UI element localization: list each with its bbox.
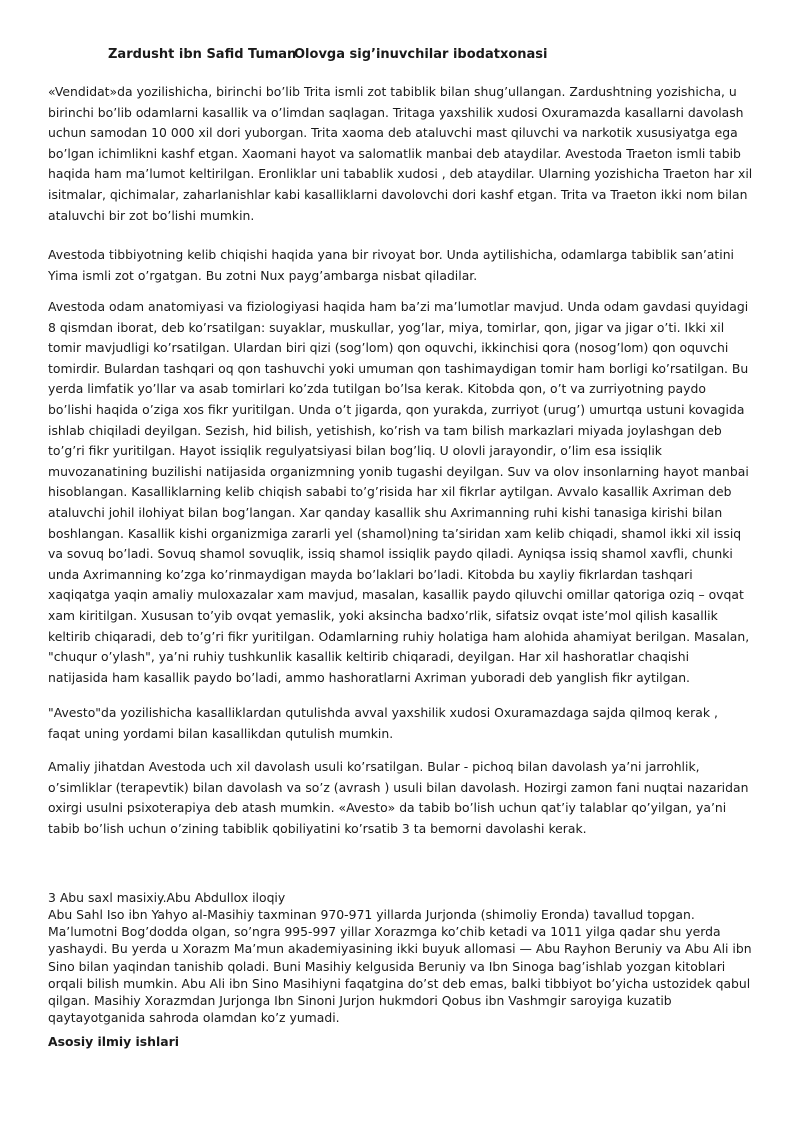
header-author: Zardusht ibn Safid Tuman: [108, 47, 297, 62]
paragraph-vendidat: «Vendidat»da yozilishicha, birinchi bo’lib Trita ismli zot tabiblik bilan shug’ullangan. Zardushtning yozishicha, u birinchi bo’lib odamlarni kasallik va o’limdan saqlagan. Tritaga yaxshilik xudosi Oxuramazda kasallarni davolash uchun samodan 10 000 xil dori yuborgan. Trita xaoma deb ataluvchi mast qiluvchi va narkotik xususiyatga ega bo’lgan ichimlikni kashf etgan. Xaomani hayot va salomatlik manbai deb ataydilar. Avestoda Traeton ismli tabib haqida ham ma’lumot keltirilgan. Eronliklar uni tabablik xudosi , deb ataydilar. Ularning yozishicha Traeton har xil isitmalar, qichimalar, zaharlanishlar kabi kasalliklarni davolovchi dori kashf etgan. Trita va Traeton ikki nom bilan ataluvchi bir zot bo’lishi mumkin.: [48, 84, 753, 223]
paragraph-treatment-methods: Amaliy jihatdan Avestoda uch xil davolash usuli ko’rsatilgan. Bular - pichoq bilan davolash ya’ni jarrohlik, o’simliklar (terapevtik) bilan davolash va so’z (avrash ) usuli bilan davolash. Hozirgi zamon fani nuqtai nazaridan oxirgi usulni psixoterapiya deb atash mumkin. «Avesto» da tabib bo’lish uchun qat’iy talablar qo’yilgan, ya’ni tabib bo’lish uchun o’zining tabiblik qobiliyatini ko’rsatib 3 ta bemorni davolashi kerak.: [48, 759, 749, 836]
paragraph-anatomy: Avestoda odam anatomiyasi va fiziologiyasi haqida ham ba’zi ma’lumotlar mavjud. Unda odam gavdasi quyidagi 8 qismdan iborat, deb ko’rsatilgan: suyaklar, muskullar, yog’lar, miya, tomirlar, qon, jigar va jigar o’ti. Ikki xil tomir mavjudligi ko’rsatilgan. Ulardan biri qizi (sog’lom) qon oquvchi, ikkinchisi qora (nosog’lom) qon oquvchi tomirdir. Bulardan tashqari oq qon tashuvchi yoki umuman qon tashimaydigan tomir ham borligi ko’rsatilgan. Bu yerda limfatik yo’llar va asab tomirlari ko’zda tutilgan bo’lsa kerak. Kitobda qon, o’t va zurriyotning paydo bo’lishi haqida o’ziga xos fikr yuritilgan. Unda o’t jigarda, qon yurakda, zurriyot (urug’) umurtqa ustuni kovagida ishlab chiqiladi deyilgan. Sezish, hid bilish, yetishish, ko’rish va tam bilish markazlari miyada joylashgan deb to’g’ri fikr yuritilgan. Hayot issiqlik regulyatsiyasi bilan bog’liq. U olovli jarayondir, o’lim esa issiqlik muvozanatining buzilishi natijasida organizmning yonib tugashi deyilgan. Suv va olov insonlarning hayot manbai hisoblangan. Kasalliklarning kelib chiqish sababi to’g’risida har xil fikrlar aytilgan. Avvalo kasallik Axriman deb ataluvchi johil ilohiyat bilan bog’langan. Xar qanday kasallik shu Axrimanning ruhi kishi tanasiga kirishi bilan boshlangan. Kasallik kishi organizmiga zararli yel (shamol)ning ta’siridan xam kelib chiqadi, shamol ikki xil issiq va sovuq bo’ladi. Sovuq shamol sovuqlik, issiq shamol issiqlik paydo qiladi. Ayniqsa issiq shamol xavfli, chunki unda Axrimanning ko’zga ko’rinmaydigan mayda bo’laklari bo’ladi. Kitobda bu xayliy fikrlardan tashqari xaqiqatga yaqin amaliy muloxazalar xam mavjud, masalan, kasallik paydo qiluvchi omillar qatoriga oziq – ovqat xam kiritilgan. Xususan to’yib ovqat yemaslik, yoki aksincha badxo’rlik, sifatsiz ovqat iste’mol qilish kasallik keltirib chiqaradi, deb to’g’ri fikr yuritilgan. Odamlarning ruhiy holatiga ham alohida ahamiyat berilgan. Masalan, "chuqur o’ylash", ya’ni ruhiy tushkunlik kasallik keltirib chiqaradi, deyilgan. Har xil hashoratlar chaqishi natijasida ham kasallik paydo bo’ladi, ammo hashoratlarni Axriman yuboradi deb yanglish fikr aytilgan.: [48, 299, 750, 685]
section-body: Abu Sahl Iso ibn Yahyo al-Masihiy taxminan 970-971 yillarda Jurjonda (shimoliy Eronda) tavallud topgan. Ma’lumotni Bog’dodda olgan, so’ngra 995-997 yillar Xorazmga ko’chib ketadi va 1011 yilga qadar shu yerda yashaydi. Bu yerda u Xorazm Ma’mun akademiyasining ikki buyuk allomasi — Abu Rayhon Beruniy va Abu Ali ibn Sino bilan yaqindan tanishib qoladi. Buni Masihiy kelgusida Beruniy va Ibn Sinoga bag’ishlab yozgan kitoblari orqali bilish mumkin. Abu Ali ibn Sino Masihiyni faqatgina do’st deb emas, balki tibbiyot bo’yicha ustozidek qabul qilgan. Masihiy Xorazmdan Jurjonga Ibn Sinoni Jurjon hukmdori Qobus ibn Vashmgir saroyiga kuzatib qaytayotganida sahroda olamdan ko’z yumadi.: [48, 907, 752, 1026]
paragraph-oxuramazda: "Avesto"da yozilishicha kasalliklardan qutulishda avval yaxshilik xudosi Oxuramazdaga sajda qilmoq kerak , faqat uning yordami bilan kasallikdan qutulish mumkin.: [48, 705, 718, 741]
paragraph-yima: Avestoda tibbiyotning kelib chiqishi haqida yana bir rivoyat bor. Unda aytilishicha, odamlarga tabiblik san’atini Yima ismli zot o’rgatgan. Bu zotni Nux payg’ambarga nisbat qiladilar.: [48, 247, 734, 283]
section-heading: 3 Abu saxl masixiy.Abu Abdullox iloqiy: [48, 890, 286, 905]
section-subheading: Asosiy ilmiy ishlari: [48, 1034, 179, 1049]
header-title: Olovga sig’inuvchilar ibodatxonasi: [294, 47, 548, 62]
